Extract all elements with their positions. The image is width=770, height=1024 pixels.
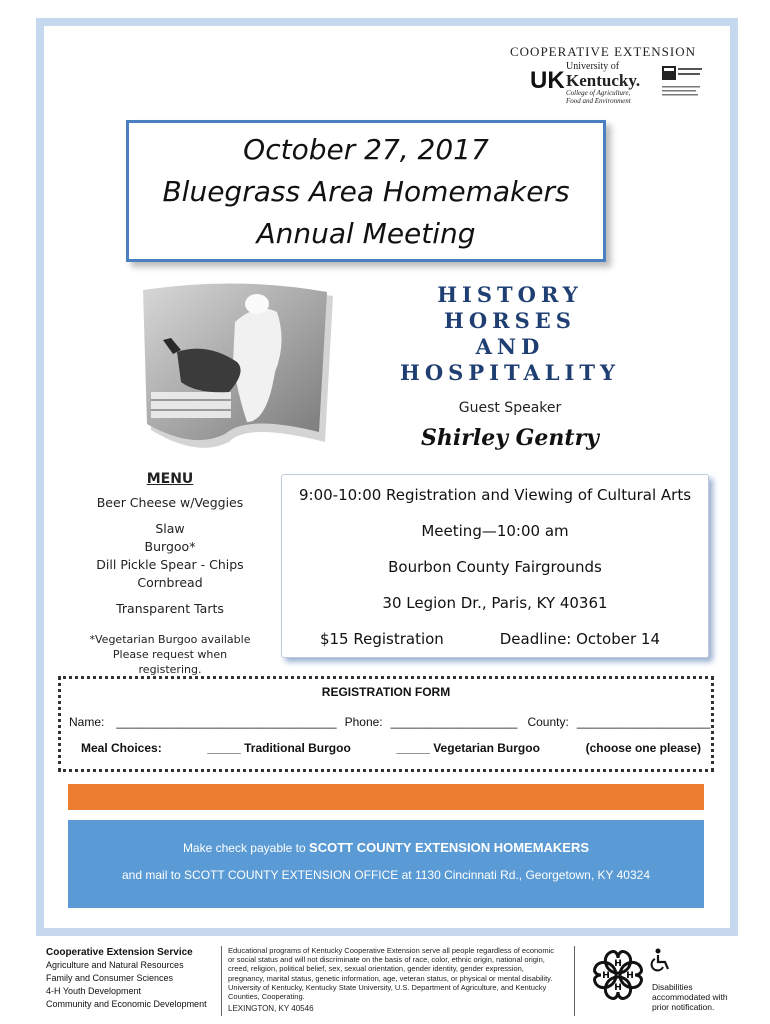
program-item: Agriculture and Natural Resources: [46, 960, 184, 970]
name-field[interactable]: _________________________________: [116, 715, 337, 729]
event-info-box: [281, 474, 709, 658]
meal-choices-label: Meal Choices:: [81, 741, 162, 755]
menu-item: Cornbread: [137, 575, 203, 590]
venue-name: Bourbon County Fairgrounds: [388, 558, 602, 576]
mail-to-line: and mail to SCOTT COUNTY EXTENSION OFFICE at 1130 Cincinnati Rd., Georgetown, KY 40324: [122, 868, 650, 882]
theme-heading: HISTORY HORSES AND HOSPITALITY: [400, 282, 620, 385]
payee-name: SCOTT COUNTY EXTENSION HOMEMAKERS: [309, 840, 590, 855]
wheelchair-icon: [649, 948, 671, 972]
registration-fee: $15 Registration: [319, 630, 444, 648]
footer-divider: [574, 946, 575, 1016]
schedule-text: 9:00-10:00 Registration and Viewing of Cultural Arts: [298, 486, 692, 504]
traditional-burgoo-option[interactable]: _____ Traditional Burgoo: [207, 741, 351, 755]
footer: [46, 946, 736, 1018]
event-organization: Bluegrass Area Homemakers: [162, 175, 570, 208]
service-name: Cooperative Extension Service: [46, 947, 193, 958]
name-label: Name:: [69, 715, 105, 729]
registration-form: [58, 676, 714, 772]
menu-item: Burgoo*: [144, 539, 196, 554]
payable-line: Make check payable to SCOTT COUNTY EXTENSION HOMEMAKERS: [182, 840, 590, 855]
phone-field[interactable]: ___________________: [390, 715, 518, 729]
svg-text:H: H: [614, 983, 622, 993]
meal-choice-row: [81, 741, 701, 755]
disability-notice: Disabilities accommodated with prior notification.: [652, 982, 728, 1012]
nondiscrimination-statement: Educational programs of Kentucky Cooperative Extension serve all people regardless of economic or social status and will not discriminate on the basis of race, color, ethnic origin, national origin, creed, religion, political belief, sex, sexual orientation, gender identity, gender expression, pregnancy, marital status, genetic information, age, veteran status, or physical or mental disability. University of Kentucky, Kentucky State University, U.S. Department of Agriculture, and Kentucky Counties, Cooperating. LEXINGTON, KY 40546: [228, 946, 558, 1013]
menu-section: [80, 470, 260, 677]
svg-text:UK: UK: [530, 67, 565, 92]
event-name: Annual Meeting: [256, 217, 476, 250]
registration-contact-row: [69, 715, 709, 729]
program-item: 4-H Youth Development: [46, 986, 142, 996]
registration-form-title: REGISTRATION FORM: [321, 685, 451, 699]
svg-text:H: H: [602, 971, 610, 981]
4h-clover-icon: [589, 946, 647, 1004]
meeting-time: Meeting—10:00 am: [421, 522, 569, 540]
menu-item: Beer Cheese w/Veggies: [96, 495, 244, 510]
vegetarian-burgoo-option[interactable]: _____ Vegetarian Burgoo: [396, 741, 540, 755]
horse-photo: [137, 282, 337, 450]
county-field[interactable]: ____________________: [576, 715, 711, 729]
registration-deadline: Deadline: October 14: [499, 630, 661, 648]
cooperative-extension-label: COOPERATIVE EXTENSION: [510, 44, 697, 59]
guest-speaker-name: Shirley Gentry: [421, 425, 599, 451]
payment-instructions: [68, 820, 704, 908]
college-seal-icon: [660, 64, 706, 108]
svg-text:H: H: [626, 971, 634, 981]
menu-item: Slaw: [155, 521, 185, 536]
county-label: County:: [527, 715, 569, 729]
phone-label: Phone:: [344, 715, 383, 729]
footer-divider: [221, 946, 222, 1016]
event-date: October 27, 2017: [243, 133, 489, 166]
venue-address: 30 Legion Dr., Paris, KY 40361: [382, 594, 608, 612]
menu-title: MENU: [146, 471, 194, 487]
extension-programs: [46, 946, 211, 1011]
event-title-box: [126, 120, 606, 262]
fee-row: [282, 621, 708, 657]
menu-item: Transparent Tarts: [116, 601, 224, 616]
menu-note: *Vegetarian Burgoo available Please request when registering.: [89, 633, 251, 676]
footer-city: LEXINGTON, KY 40546: [228, 1004, 314, 1014]
program-item: Community and Economic Development: [46, 999, 207, 1009]
uk-wordmark: University of Kentucky. College of Agriculture, Food and Environment: [566, 61, 641, 105]
extension-header: [510, 44, 720, 105]
orange-divider-bar: [68, 784, 704, 810]
program-item: Family and Consumer Sciences: [46, 973, 174, 983]
choose-one-hint: (choose one please): [585, 741, 701, 755]
guest-speaker-label: Guest Speaker: [458, 400, 562, 416]
svg-text:H: H: [614, 959, 622, 969]
menu-item: Dill Pickle Spear - Chips: [96, 557, 244, 572]
